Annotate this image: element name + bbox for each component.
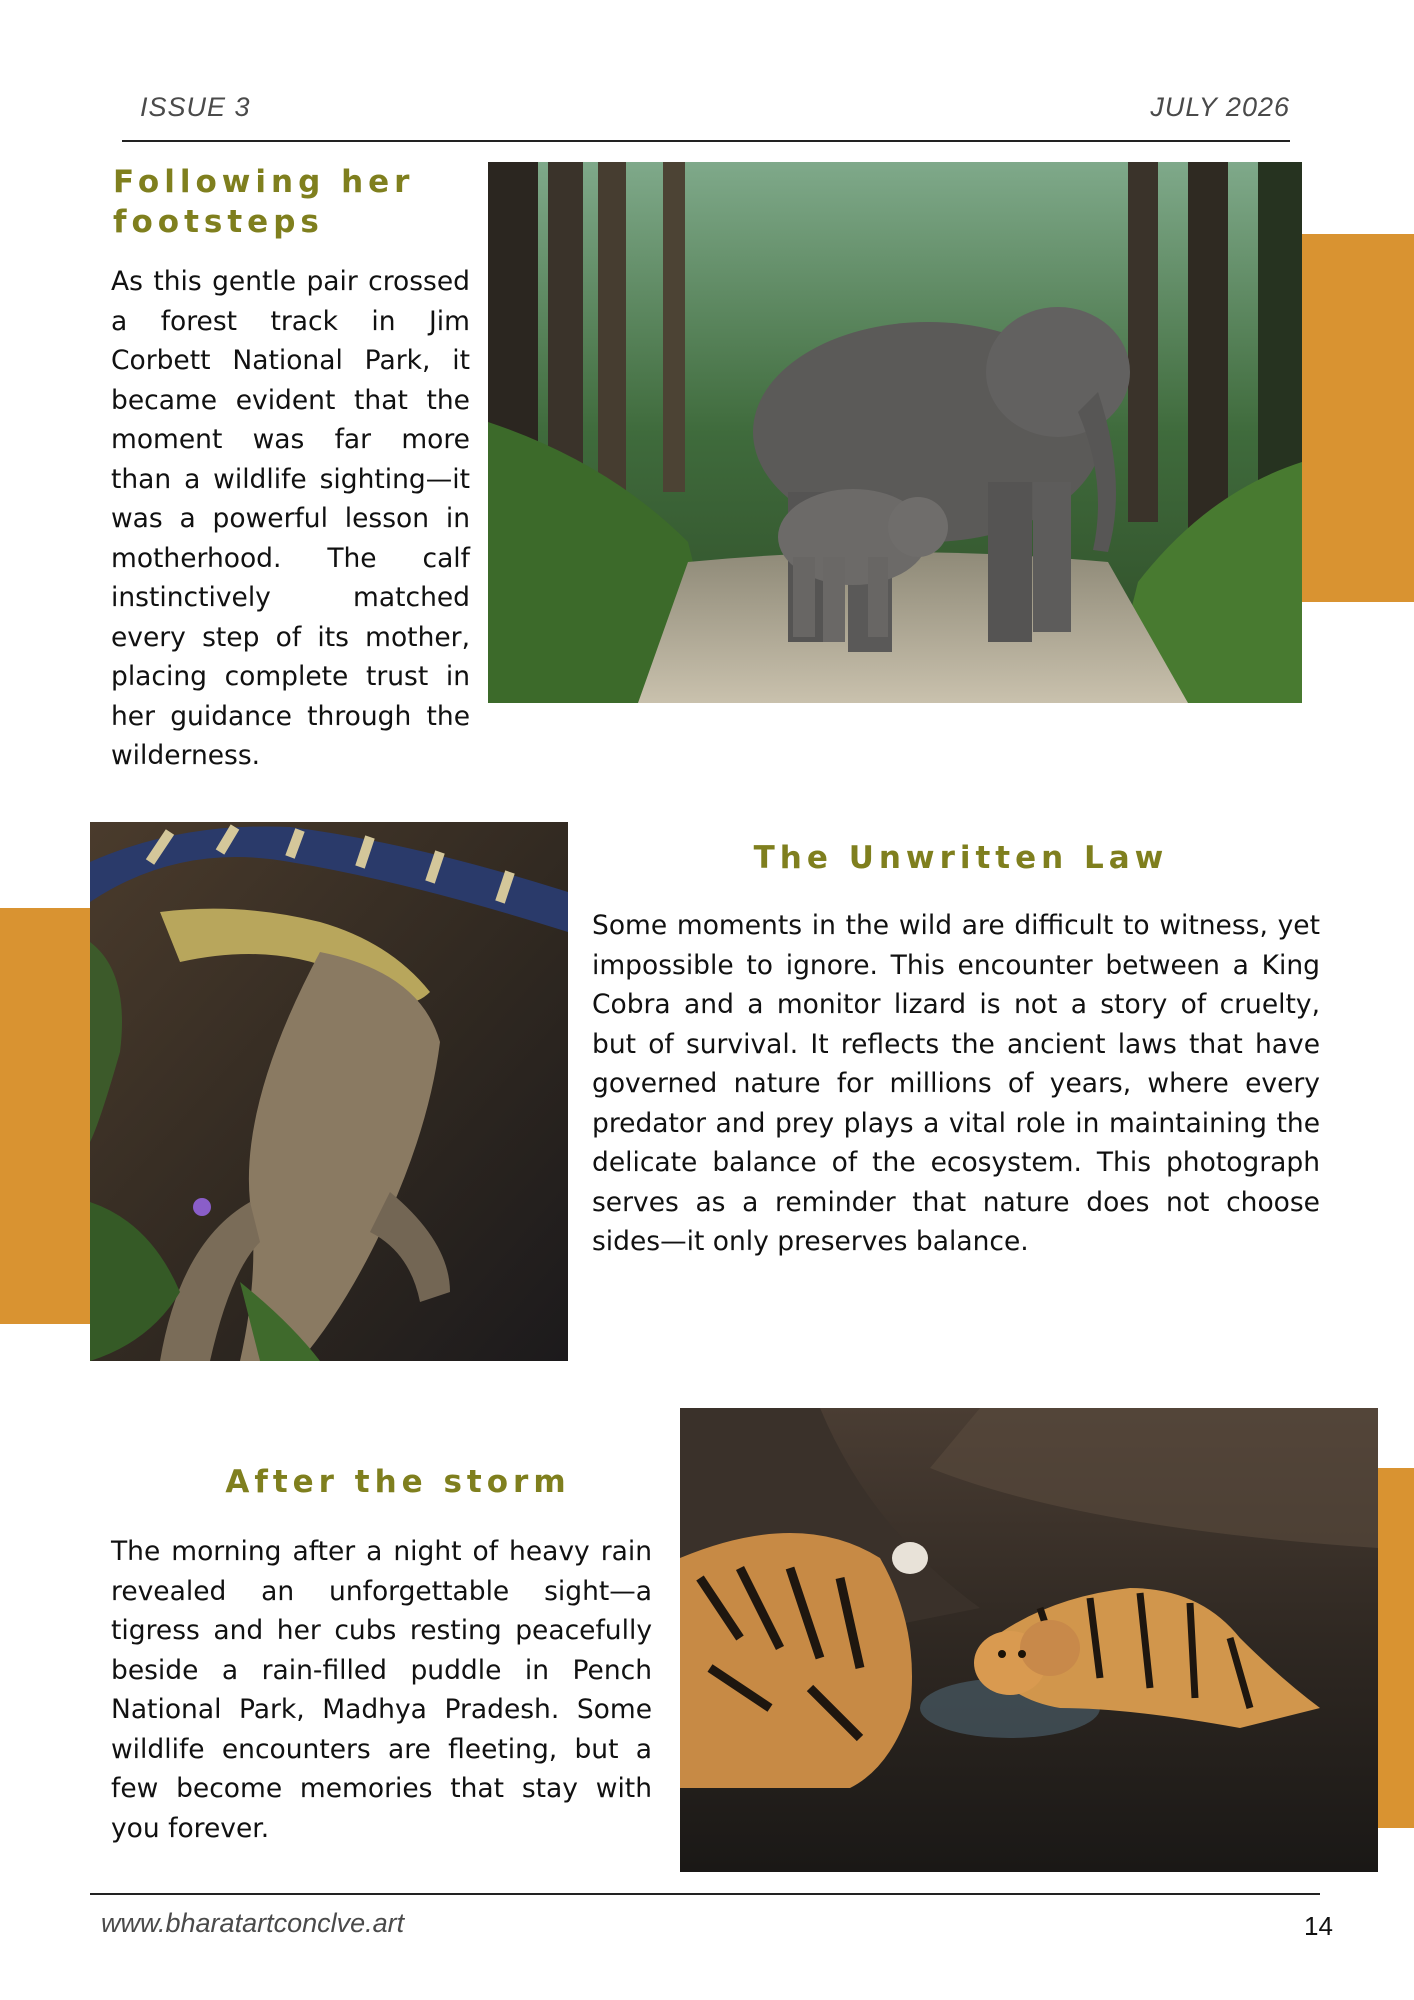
footer-rule xyxy=(90,1893,1320,1895)
footer-website-link[interactable]: www.bharatartconclve.art xyxy=(101,1908,405,1938)
section-heading-unwritten-law: The Unwritten Law xyxy=(753,840,1169,876)
elephant-photo xyxy=(488,162,1302,703)
cobra-lizard-photo xyxy=(90,822,568,1361)
tigers-photo xyxy=(680,1408,1378,1872)
section-heading-after-storm: After the storm xyxy=(225,1464,571,1500)
section-body-unwritten-law: Some moments in the wild are difficult to witness, yet impossible to ignore. This encounter between a King Cobra and a monitor lizard is not a story of cruelty, but of survival. It reflects the ancient laws that have governed nature for millions of years, where every predator and prey plays a vital role in maintaining the delicate balance of the ecosystem. This photograph serves as a reminder that nature does not choose sides—it only preserves balance. xyxy=(592,910,1320,1257)
header-rule xyxy=(122,140,1290,142)
section-heading-footsteps xyxy=(113,162,473,242)
issue-label: ISSUE 3 xyxy=(140,92,251,122)
issue-date: JULY 2026 xyxy=(1150,92,1290,122)
accent-bar-right-top xyxy=(1300,234,1414,602)
section-body-after-storm: The morning after a night of heavy rain revealed an unforgettable sight—a tigress and her cubs resting peacefully beside a rain-filled puddle in Pench National Park, Madhya Pradesh. Some wildlife encounters are fleeting, but a few become memories that stay with you forever. xyxy=(111,1536,652,1844)
heading-line: Following her xyxy=(113,164,415,200)
section-body-footsteps: As this gentle pair crossed a forest track in Jim Corbett National Park, it became evident that the moment was far more than a wildlife sighting—it was a powerful lesson in motherhood. The calf instinctively matched every step of its mother, placing complete trust in her guidance through the wilderness. xyxy=(111,266,470,771)
accent-bar-left xyxy=(0,908,92,1324)
accent-bar-right-bottom xyxy=(1376,1468,1414,1828)
page-number: 14 xyxy=(1304,1911,1333,1941)
heading-line: footsteps xyxy=(113,204,324,240)
